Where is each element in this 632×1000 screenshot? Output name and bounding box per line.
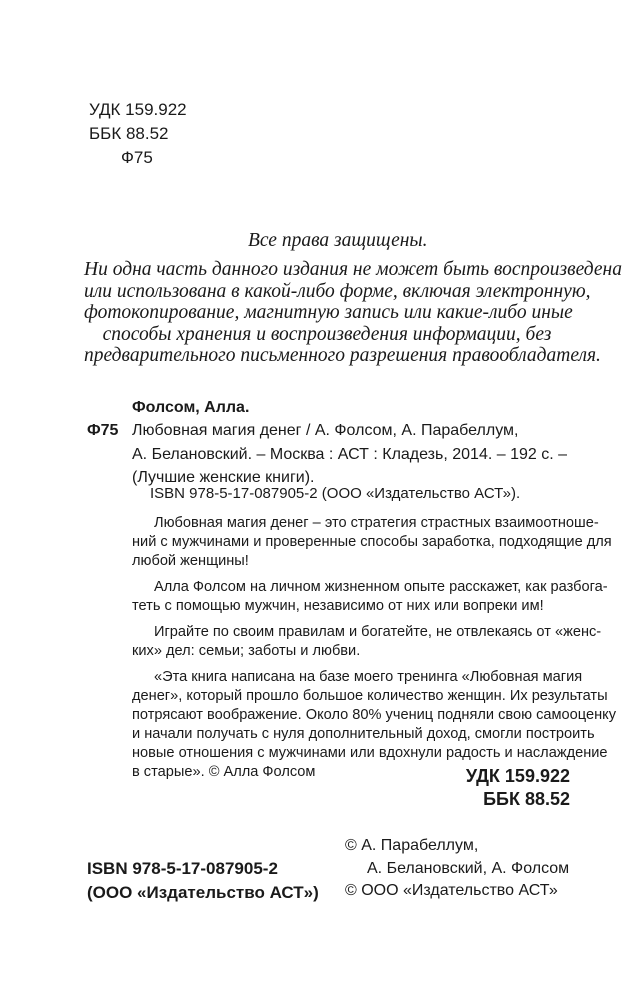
rights-notice [84, 259, 622, 367]
catalog-description-line: А. Белановский. – Москва : АСТ : Кладезь, 2014. – 192 с. – [132, 446, 567, 463]
catalog-isbn: ISBN 978-5-17-087905-2 (ООО «Издательство АСТ»). [150, 485, 521, 502]
annotation-line: любой женщины! [132, 553, 249, 569]
copyright-line: © ООО «Издательство АСТ» [345, 882, 558, 899]
annotation-line: ний с мужчинами и проверенные способы заработка, подходящие для [132, 534, 612, 550]
annotation-line: денег», который прошло большое количество женщин. Их результаты [132, 688, 608, 704]
annotation-line: «Эта книга написана на базе моего тренинга «Любовная магия [154, 669, 583, 685]
author-heading: Фолсом, Алла. [132, 399, 250, 416]
bbk-code-bottom: ББК 88.52 [483, 789, 570, 809]
rights-notice-line: предварительного письменного разрешения правообладателя. [84, 345, 601, 366]
annotation-line: теть с помощью мужчин, независимо от них или вопреки им! [132, 598, 544, 614]
bbk-code-top: ББК 88.52 [89, 124, 169, 143]
udk-code-top: УДК 159.922 [89, 100, 187, 119]
annotation-line: Алла Фолсом на личном жизненном опыте расскажет, как разбога- [154, 579, 608, 595]
author-mark-top: Ф75 [121, 148, 153, 167]
annotation-line: ких» дел: семьи; заботы и любви. [132, 643, 361, 659]
annotation-line: Играйте по своим правилам и богатейте, не отвлекаясь от «женс- [154, 624, 602, 640]
rights-title: Все права защищены. [248, 230, 428, 251]
annotation-paragraph [132, 578, 608, 616]
annotation-line: и начали получать с нуля дополнительный доход, смогли построить [132, 726, 595, 742]
annotation-line: в старые». © Алла Фолсом [132, 764, 316, 780]
annotation-paragraph [132, 514, 612, 571]
catalog-description-line: Любовная магия денег / А. Фолсом, А. Парабеллум, [132, 422, 519, 439]
rights-notice-line: Ни одна часть данного издания не может быть воспроизведена [84, 259, 622, 280]
annotation-line: новые отношения с мужчинами или вдохнули радость и наслаждение [132, 745, 608, 761]
copyright-line: А. Белановский, А. Фолсом [367, 860, 570, 877]
catalog-description-line: (Лучшие женские книги). [132, 469, 315, 486]
rights-notice-line: или использована в какой-либо форме, включая электронную, [84, 280, 591, 302]
udk-code-bottom: УДК 159.922 [465, 766, 570, 786]
rights-notice-line: фотокопирование, магнитную запись или какие-либо иные [84, 302, 573, 323]
annotation-line: потрясают воображение. Около 80% учениц подняли свою самооценку [132, 707, 616, 723]
author-mark: Ф75 [87, 422, 119, 439]
annotation [132, 514, 616, 782]
footer-isbn: ISBN 978-5-17-087905-2 [87, 859, 278, 878]
annotation-paragraph [132, 623, 602, 661]
annotation-line: Любовная магия денег – это стратегия страстных взаимоотноше- [154, 515, 599, 531]
footer-publisher: (ООО «Издательство АСТ») [87, 883, 319, 902]
copyright-line: © А. Парабеллум, [345, 837, 479, 854]
rights-notice-line: способы хранения и воспроизведения информации, без [102, 323, 552, 345]
